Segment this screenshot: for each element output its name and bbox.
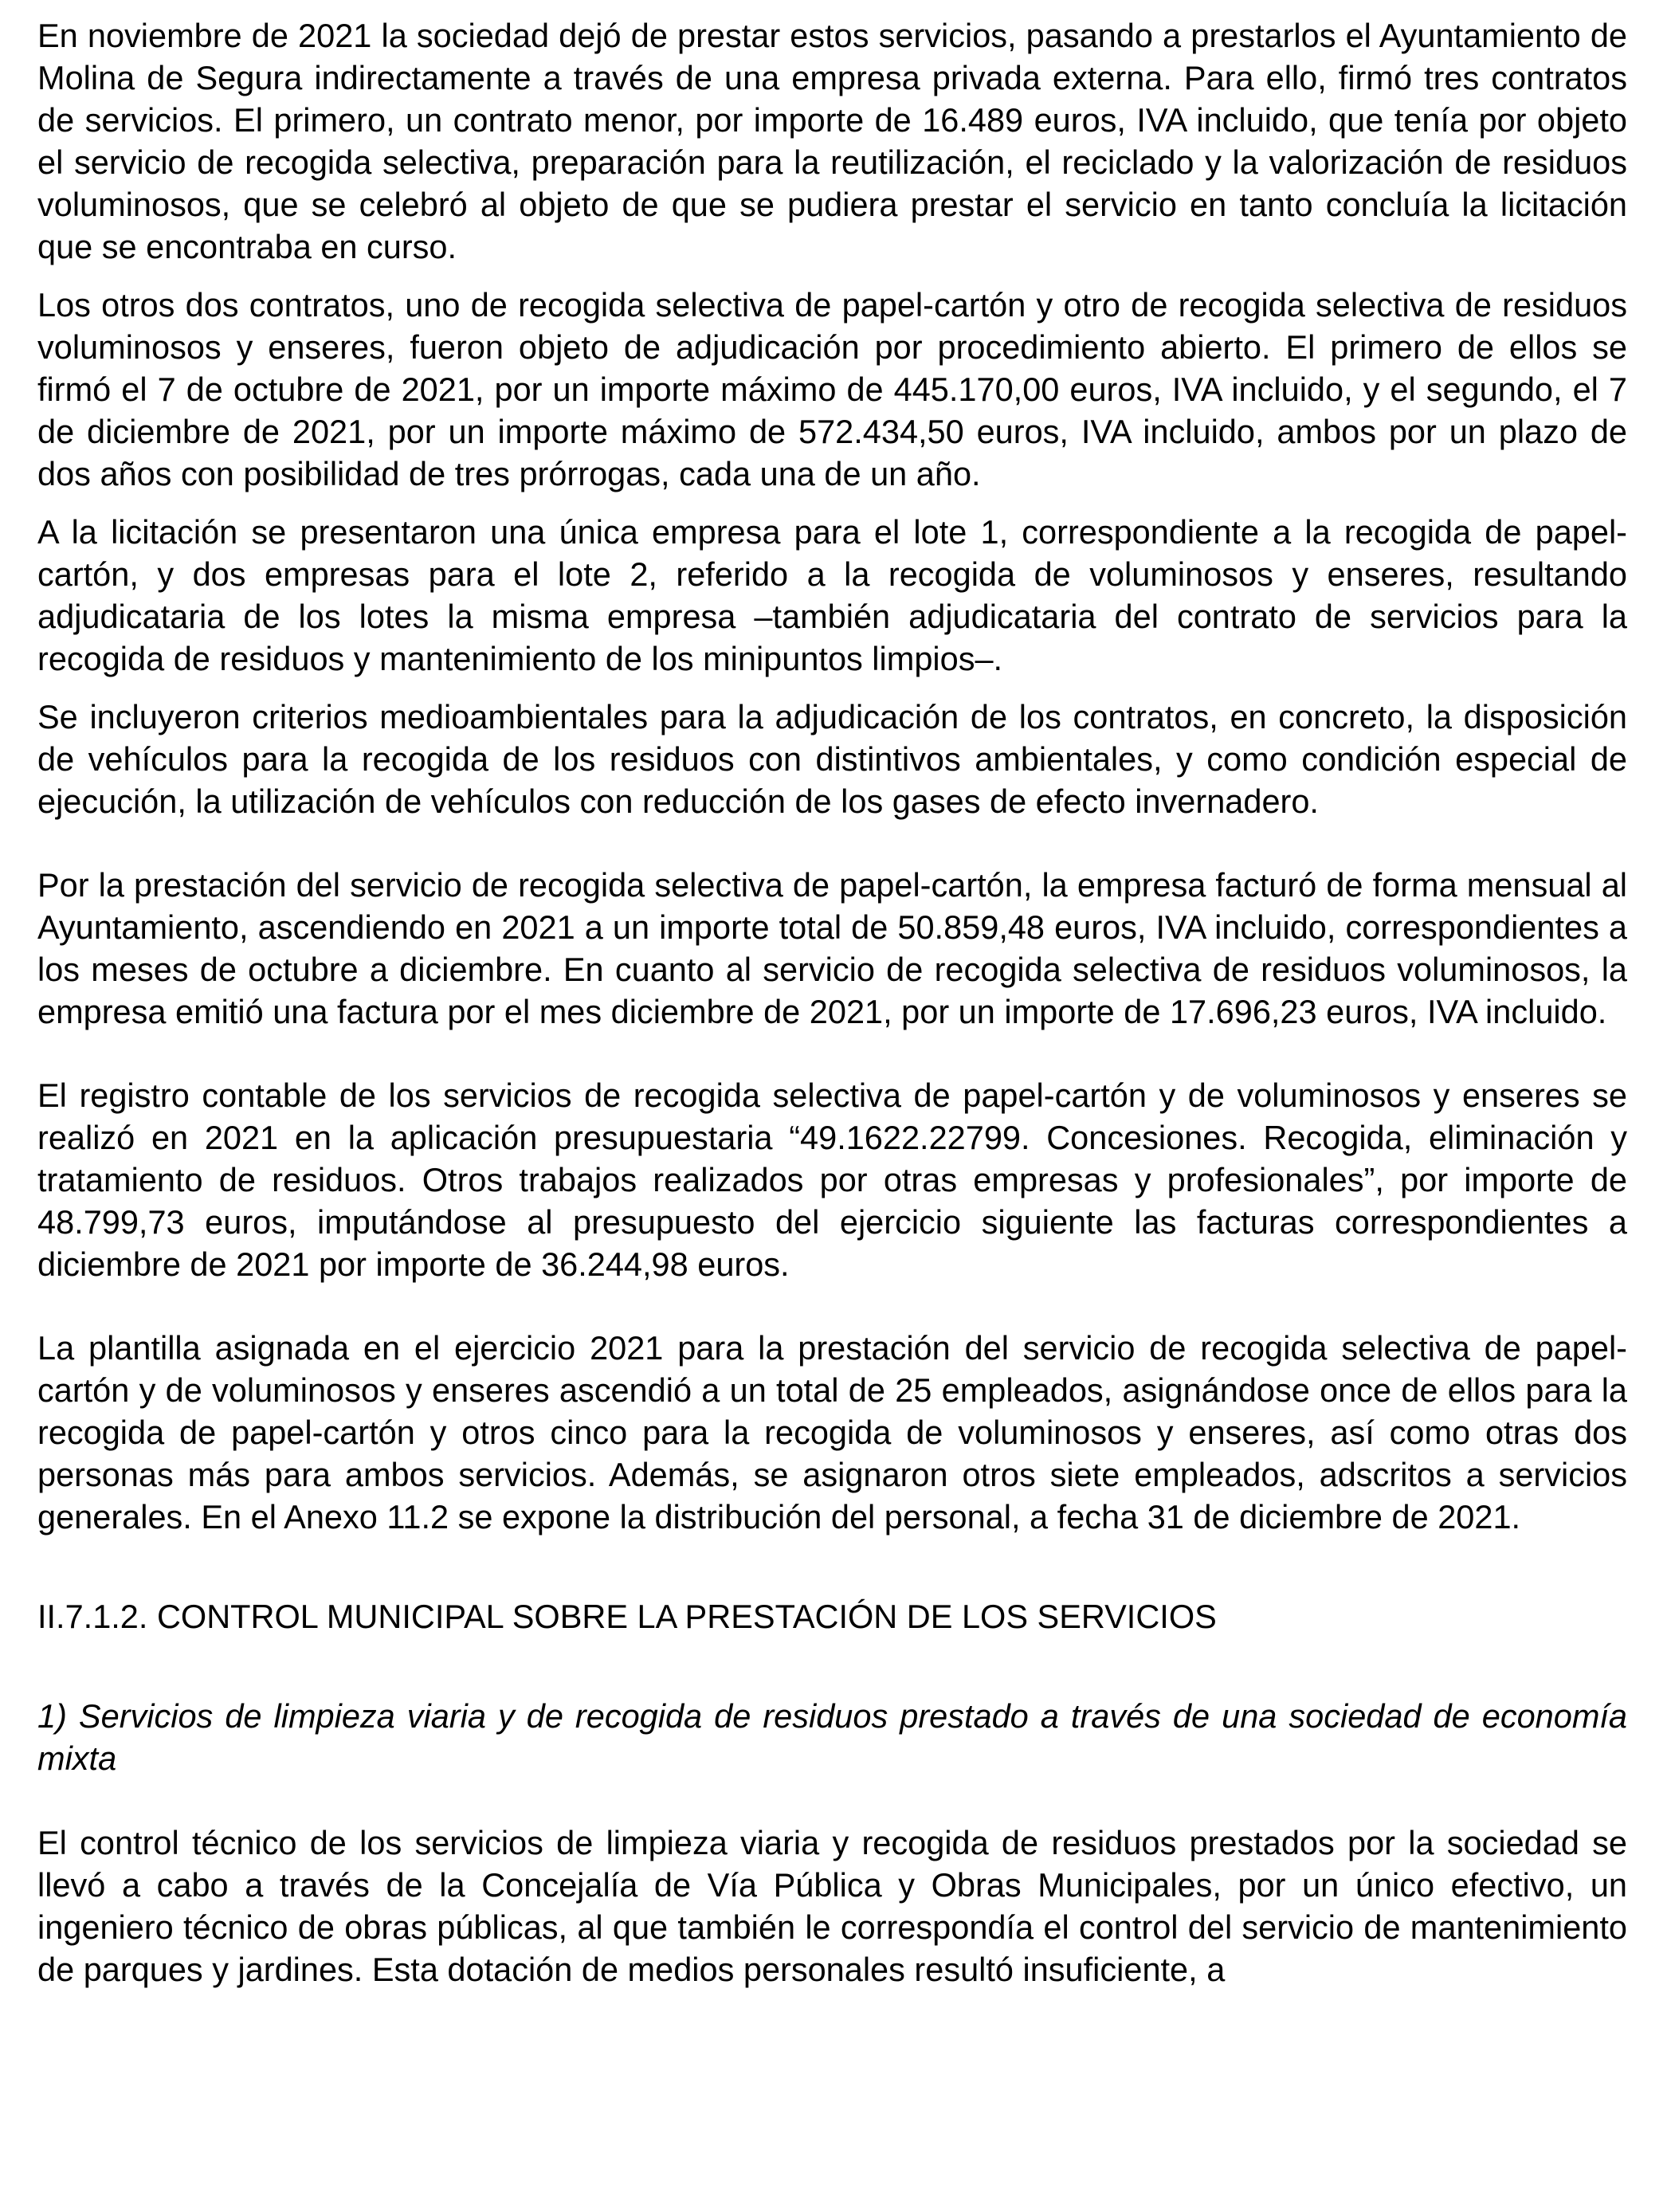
paragraph-accounting-record: El registro contable de los servicios de recogida selectiva de papel-cartón y de voluminosos y enseres se realizó en 2021 en la aplicación presupuestaria “49.1622.22799. Concesiones. Recogida, eliminación y tratamiento de residuos. Otros trabajos realizados por otras empresas y profesionales”, por importe de 48.799,73 euros, imputándose al presupuesto del ejercicio siguiente las facturas correspondientes a diciembre de 2021 por importe de 36.244,98 euros. bbox=[37, 1077, 1627, 1283]
subsection-heading: 1) Servicios de limpieza viaria y de recogida de residuos prestado a través de una sociedad de economía mixta bbox=[37, 1697, 1627, 1777]
paragraph-staff-assignment: La plantilla asignada en el ejercicio 2021 para la prestación del servicio de recogida selectiva de papel-cartón y de voluminosos y enseres ascendió a un total de 25 empleados, asignándose once de ellos para la recogida de papel-cartón y otros cinco para la recogida de voluminosos y enseres, así como otras dos personas más para ambos servicios. Además, se asignaron otros siete empleados, adscritos a servicios generales. En el Anexo 11.2 se expone la distribución del personal, a fecha 31 de diciembre de 2021. bbox=[37, 1329, 1627, 1535]
paragraph-invoicing: Por la prestación del servicio de recogida selectiva de papel-cartón, la empresa facturó de forma mensual al Ayuntamiento, ascendiendo en 2021 a un importe total de 50.859,48 euros, IVA incluido, correspondientes a los meses de octubre a diciembre. En cuanto al servicio de recogida selectiva de residuos voluminosos, la empresa emitió una factura por el mes diciembre de 2021, por un importe de 17.696,23 euros, IVA incluido. bbox=[37, 866, 1627, 1030]
section-heading: II.7.1.2. CONTROL MUNICIPAL SOBRE LA PRESTACIÓN DE LOS SERVICIOS bbox=[37, 1598, 1217, 1635]
paragraph-open-procedure-contracts: Los otros dos contratos, uno de recogida selectiva de papel-cartón y otro de recogida selectiva de residuos voluminosos y enseres, fueron objeto de adjudicación por procedimiento abierto. El primero de ellos se firmó el 7 de octubre de 2021, por un importe máximo de 445.170,00 euros, IVA incluido, y el segundo, el 7 de diciembre de 2021, por un importe máximo de 572.434,50 euros, IVA incluido, ambos por un plazo de dos años con posibilidad de tres prórrogas, cada una de un año. bbox=[37, 286, 1627, 492]
document-page bbox=[37, 14, 1627, 1990]
paragraph-technical-control: El control técnico de los servicios de limpieza viaria y recogida de residuos prestados por la sociedad se llevó a cabo a través de la Concejalía de Vía Pública y Obras Municipales, por un único efectivo, un ingeniero técnico de obras públicas, al que también le correspondía el control del servicio de mantenimiento de parques y jardines. Esta dotación de medios personales resultó insuficiente, a bbox=[37, 1824, 1627, 1988]
paragraph-environmental-criteria: Se incluyeron criterios medioambientales para la adjudicación de los contratos, en concreto, la disposición de vehículos para la recogida de los residuos con distintivos ambientales, y como condición especial de ejecución, la utilización de vehículos con reducción de los gases de efecto invernadero. bbox=[37, 698, 1627, 820]
paragraph-contracts-intro: En noviembre de 2021 la sociedad dejó de prestar estos servicios, pasando a prestarlos el Ayuntamiento de Molina de Segura indirectamente a través de una empresa privada externa. Para ello, firmó tres contratos de servicios. El primero, un contrato menor, por importe de 16.489 euros, IVA incluido, que tenía por objeto el servicio de recogida selectiva, preparación para la reutilización, el reciclado y la valorización de residuos voluminosos, que se celebró al objeto de que se pudiera prestar el servicio en tanto concluía la licitación que se encontraba en curso. bbox=[37, 17, 1627, 265]
paragraph-tender-bidders: A la licitación se presentaron una única empresa para el lote 1, correspondiente a la recogida de papel-cartón, y dos empresas para el lote 2, referido a la recogida de voluminosos y enseres, resultando adjudicataria de los lotes la misma empresa –también adjudicataria del contrato de servicios para la recogida de residuos y mantenimiento de los minipuntos limpios–. bbox=[37, 513, 1627, 677]
